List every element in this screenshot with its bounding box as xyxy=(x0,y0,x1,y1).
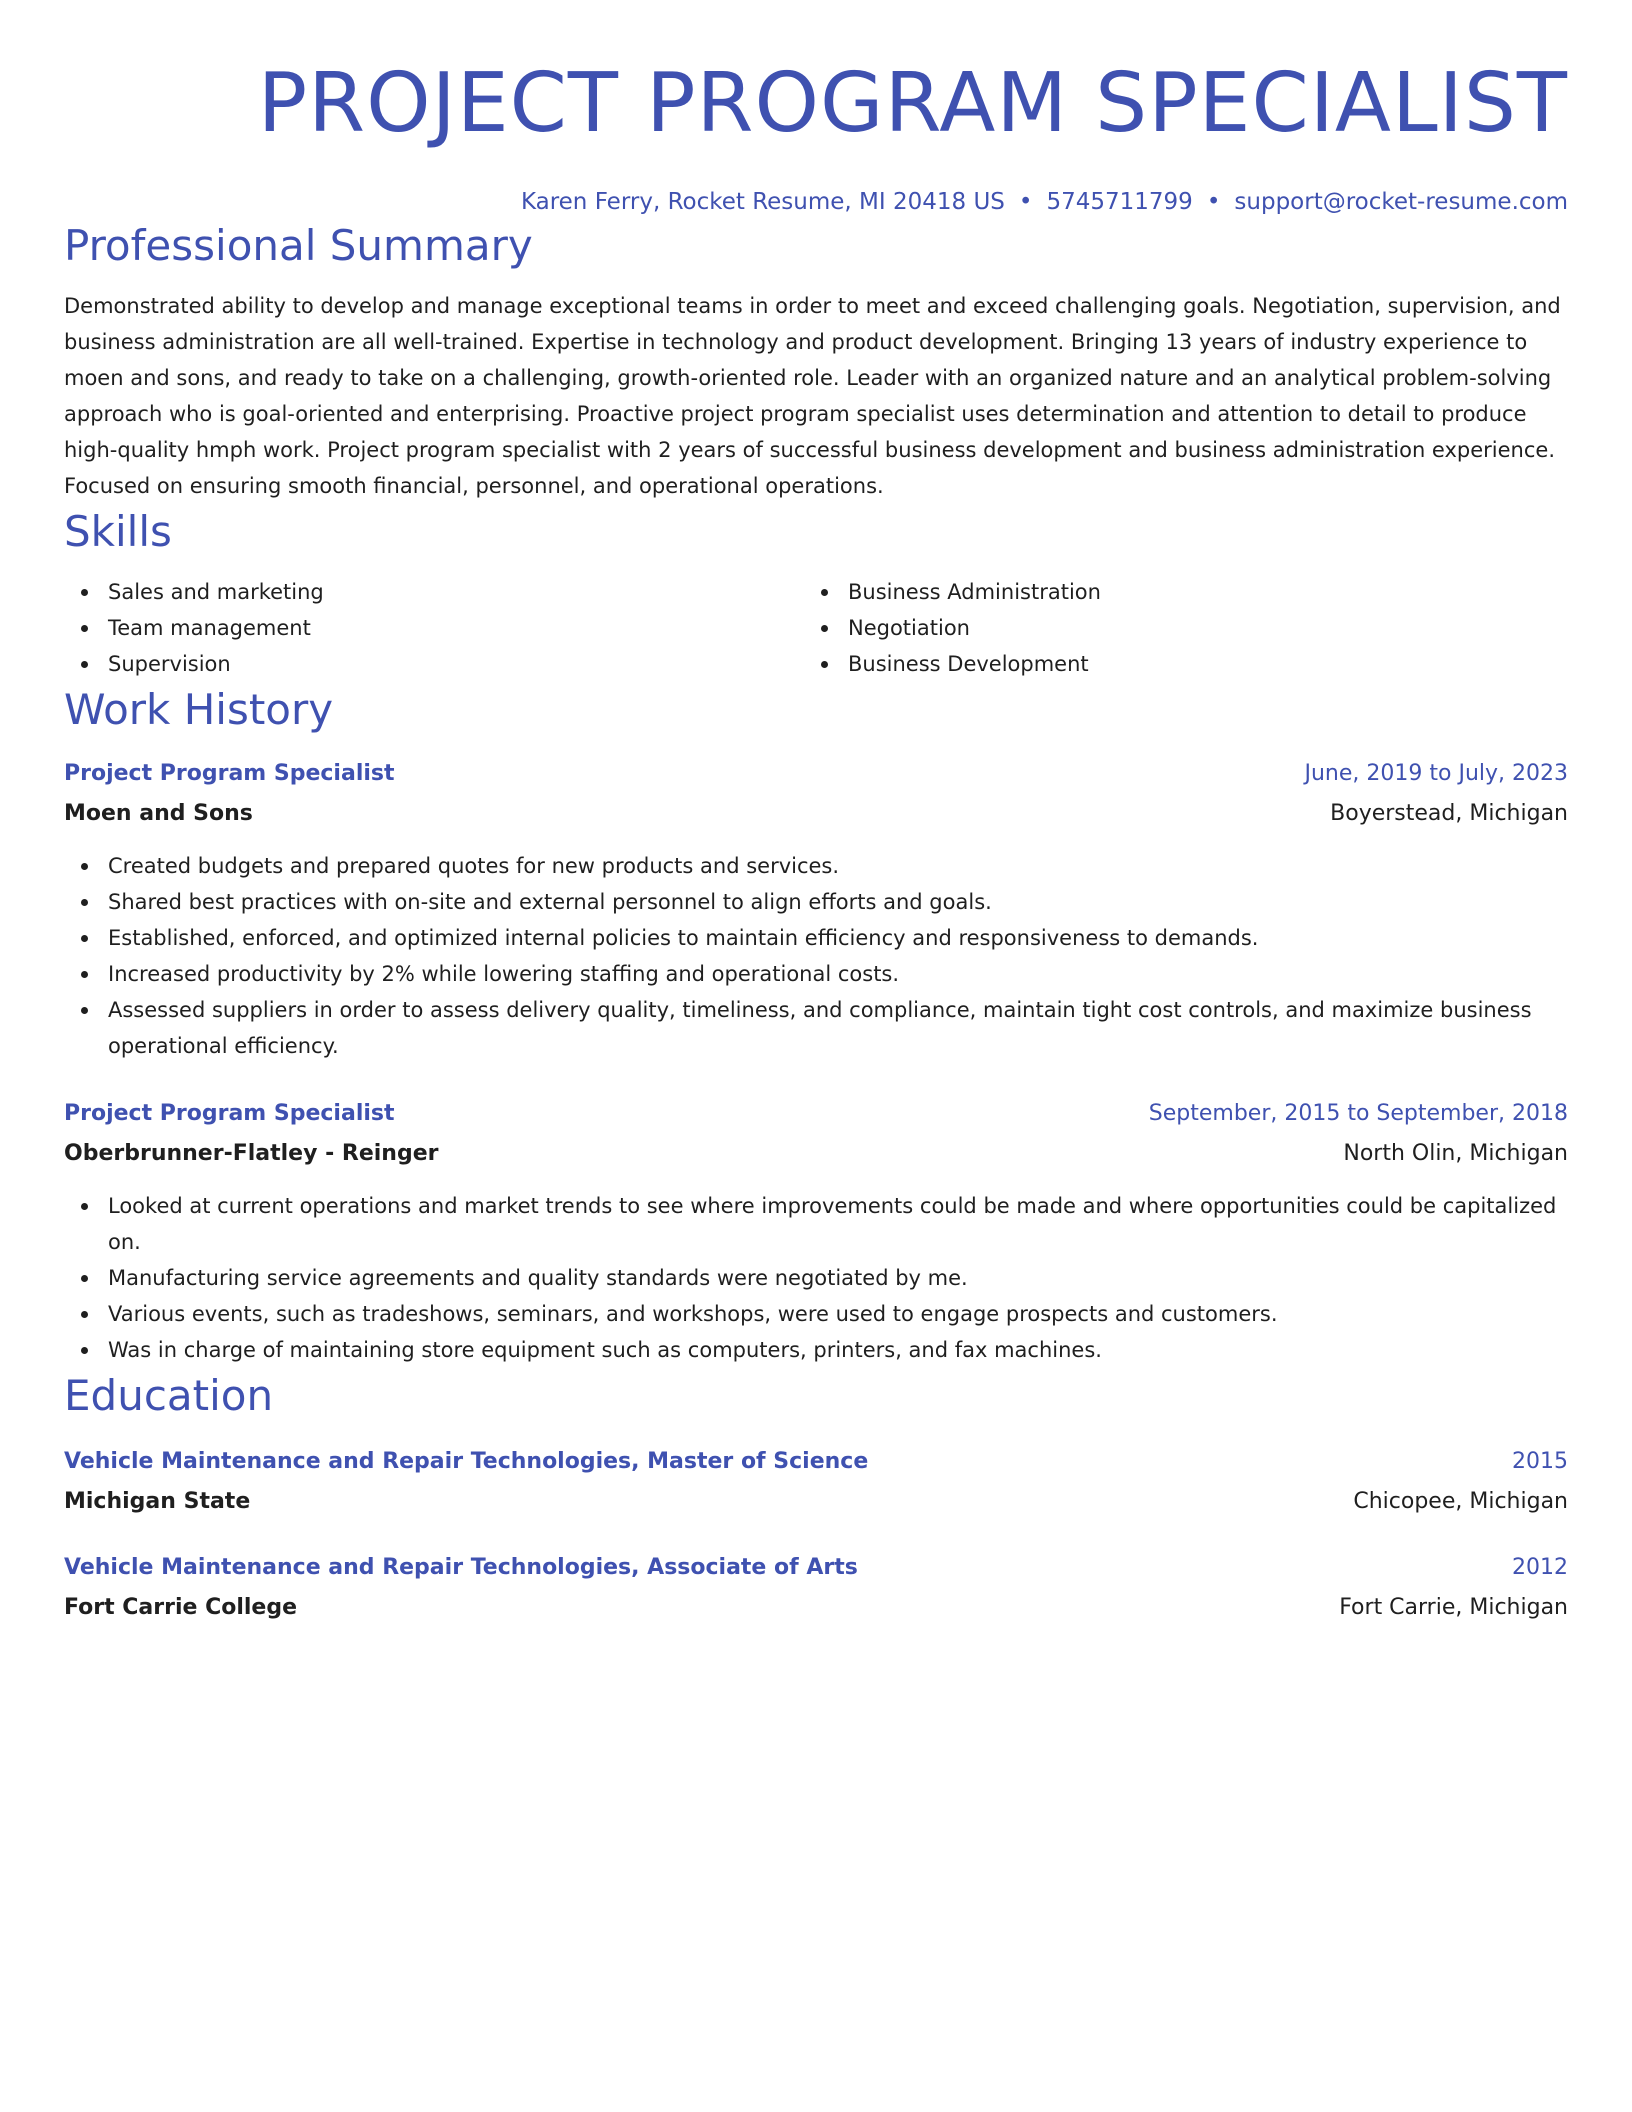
skill-item: Sales and marketing xyxy=(64,574,804,610)
section-heading-skills: Skills xyxy=(64,507,172,556)
list-item: Was in charge of maintaining store equipment such as computers, printers, and fax machines. xyxy=(64,1332,1568,1368)
education-entry xyxy=(64,1446,1568,1518)
job-bullets xyxy=(64,848,1568,1064)
education-school: Michigan State xyxy=(64,1489,251,1514)
bullet-icon xyxy=(81,1007,88,1014)
bullet-icon xyxy=(81,1311,88,1318)
list-item: Manufacturing service agreements and quality standards were negotiated by me. xyxy=(64,1260,1568,1296)
skill-item: Negotiation xyxy=(804,610,1544,646)
bullet-icon xyxy=(81,971,88,978)
contact-address: Karen Ferry, Rocket Resume, MI 20418 US xyxy=(520,189,1005,215)
bullet-icon xyxy=(81,661,88,668)
job-location: North Olin, Michigan xyxy=(1343,1141,1568,1166)
job-company: Moen and Sons xyxy=(64,801,253,826)
list-item: Created budgets and prepared quotes for new products and services. xyxy=(64,848,1568,884)
job-dates: September, 2015 to September, 2018 xyxy=(1148,1101,1568,1126)
bullet-icon xyxy=(81,1203,88,1210)
bullet-icon xyxy=(81,1347,88,1354)
education-degree: Vehicle Maintenance and Repair Technologies, Associate of Arts xyxy=(64,1555,858,1580)
skill-item: Business Development xyxy=(804,646,1544,682)
bullet-icon xyxy=(821,625,828,632)
list-item: Assessed suppliers in order to assess delivery quality, timeliness, and compliance, maintain tight cost controls, and maximize business operational efficiency. xyxy=(64,992,1568,1064)
bullet-icon xyxy=(821,661,828,668)
skill-item: Team management xyxy=(64,610,804,646)
list-item: Established, enforced, and optimized internal policies to maintain efficiency and responsiveness to demands. xyxy=(64,920,1568,956)
bullet-icon xyxy=(81,589,88,596)
bullet-icon xyxy=(821,589,828,596)
summary-text: Demonstrated ability to develop and manage exceptional teams in order to meet and exceed challenging goals. Negotiation, supervision, and business administration are all well-trained. Expertise in technology and product development. Bringing 13 years of industry experience to moen and sons, and ready to take on a challenging, growth-oriented role. Leader with an organized nature and an analytical problem-solving approach who is goal-oriented and enterprising. Proactive project program specialist uses determination and attention to detail to produce high-quality hmph work. Project program specialist with 2 years of successful business development and business administration experience. Focused on ensuring smooth financial, personnel, and operational operations. xyxy=(64,294,1561,498)
education-year: 2012 xyxy=(1512,1555,1568,1580)
list-item: Looked at current operations and market trends to see where improvements could be made and where opportunities could be capitalized on. xyxy=(64,1188,1568,1260)
job-entry xyxy=(64,758,1568,1064)
contact-line xyxy=(64,186,1568,218)
bullet-icon xyxy=(81,899,88,906)
bullet-icon xyxy=(81,935,88,942)
job-entry xyxy=(64,1098,1568,1368)
education-header xyxy=(64,1446,1568,1478)
education-year: 2015 xyxy=(1512,1449,1568,1474)
skills-list xyxy=(64,574,1568,682)
resume-title: PROJECT PROGRAM SPECIALIST xyxy=(257,56,1568,151)
contact-email[interactable]: support@rocket-resume.com xyxy=(1234,189,1568,215)
skills-column-left xyxy=(64,574,804,682)
bullet-icon xyxy=(81,863,88,870)
education-school: Fort Carrie College xyxy=(64,1595,298,1620)
section-heading-summary: Professional Summary xyxy=(64,221,533,270)
list-item: Shared best practices with on-site and external personnel to align efforts and goals. xyxy=(64,884,1568,920)
education-location: Chicopee, Michigan xyxy=(1353,1489,1568,1514)
list-item: Increased productivity by 2% while lowering staffing and operational costs. xyxy=(64,956,1568,992)
job-org-row xyxy=(64,798,1568,830)
job-location: Boyerstead, Michigan xyxy=(1330,801,1568,826)
contact-separator: • xyxy=(1018,189,1033,215)
section-heading-education: Education xyxy=(64,1371,274,1420)
education-header xyxy=(64,1552,1568,1584)
job-org-row xyxy=(64,1138,1568,1170)
bullet-icon xyxy=(81,625,88,632)
job-company: Oberbrunner-Flatley - Reinger xyxy=(64,1141,439,1166)
section-heading-work: Work History xyxy=(64,685,334,734)
job-bullets xyxy=(64,1188,1568,1368)
bullet-icon xyxy=(81,1275,88,1282)
list-item: Various events, such as tradeshows, seminars, and workshops, were used to engage prospects and customers. xyxy=(64,1296,1568,1332)
contact-separator: • xyxy=(1206,189,1221,215)
job-dates: June, 2019 to July, 2023 xyxy=(1304,761,1568,786)
education-school-row xyxy=(64,1592,1568,1624)
job-header xyxy=(64,1098,1568,1130)
job-header xyxy=(64,758,1568,790)
education-school-row xyxy=(64,1486,1568,1518)
skills-column-right xyxy=(804,574,1544,682)
education-degree: Vehicle Maintenance and Repair Technologies, Master of Science xyxy=(64,1449,869,1474)
skill-item: Business Administration xyxy=(804,574,1544,610)
education-entry xyxy=(64,1552,1568,1624)
education-location: Fort Carrie, Michigan xyxy=(1339,1595,1568,1620)
job-title: Project Program Specialist xyxy=(64,1101,395,1126)
skill-item: Supervision xyxy=(64,646,804,682)
contact-phone: 5745711799 xyxy=(1046,189,1193,215)
job-title: Project Program Specialist xyxy=(64,761,395,786)
